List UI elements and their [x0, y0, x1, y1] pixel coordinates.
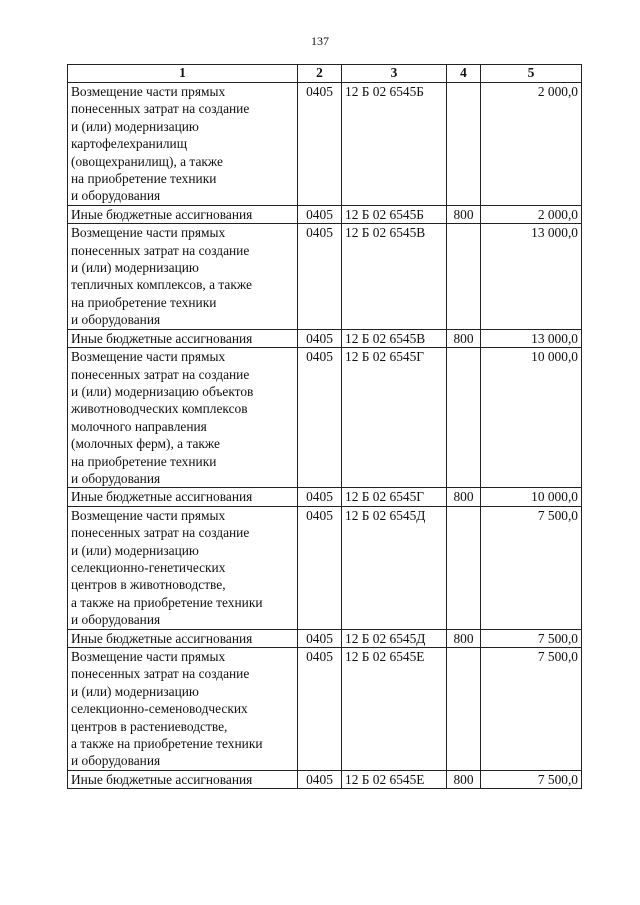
table-header	[68, 65, 582, 83]
table-body	[68, 83, 582, 789]
row-amount: 7 500,0	[481, 648, 582, 771]
row-name-line: понесенных затрат на создание	[71, 525, 250, 541]
row-name-line: Возмещение части прямых	[71, 349, 226, 365]
row-name-line: и (или) модернизацию	[71, 118, 199, 134]
row-amount: 7 500,0	[481, 506, 582, 629]
table-row	[68, 488, 582, 506]
row-section-code: 0405	[298, 648, 342, 771]
row-target-article: 12 Б 02 6545Е	[342, 770, 447, 788]
page-number: 137	[311, 34, 329, 48]
header-col-5: 5	[481, 65, 582, 83]
row-name-line: центров в животноводстве,	[71, 577, 226, 593]
table-row	[68, 348, 582, 488]
row-name-line: Иные бюджетные ассигнования	[71, 771, 253, 787]
row-name-line: молочного направления	[71, 418, 207, 434]
table-row	[68, 770, 582, 788]
row-expense-type: 800	[447, 488, 481, 506]
row-name-line: тепличных комплексов, а также	[71, 277, 252, 293]
row-name-line: понесенных затрат на создание	[71, 242, 250, 258]
row-expense-type: 800	[447, 329, 481, 347]
row-section-code: 0405	[298, 224, 342, 329]
row-name-line: и (или) модернизацию	[71, 542, 199, 558]
row-expense-type: 800	[447, 770, 481, 788]
row-name-line: Иные бюджетные ассигнования	[71, 206, 253, 222]
table-row	[68, 629, 582, 647]
row-expense-type	[447, 83, 481, 206]
row-amount: 2 000,0	[481, 83, 582, 206]
row-name-line: селекционно-генетических	[71, 559, 226, 575]
row-target-article: 12 Б 02 6545Д	[342, 629, 447, 647]
row-name	[68, 329, 298, 347]
row-name-line: и оборудования	[71, 312, 161, 328]
row-section-code: 0405	[298, 770, 342, 788]
row-name	[68, 648, 298, 771]
budget-table	[67, 64, 582, 789]
row-expense-type	[447, 224, 481, 329]
table-row	[68, 329, 582, 347]
row-target-article: 12 Б 02 6545В	[342, 224, 447, 329]
row-amount: 10 000,0	[481, 348, 582, 488]
row-name-line: на приобретение техники	[71, 294, 217, 310]
row-name-line: и оборудования	[71, 470, 161, 486]
header-col-2: 2	[298, 65, 342, 83]
row-name	[68, 224, 298, 329]
row-name	[68, 348, 298, 488]
row-name	[68, 488, 298, 506]
row-name-line: Иные бюджетные ассигнования	[71, 489, 253, 505]
row-name-line: Возмещение части прямых	[71, 649, 226, 664]
row-name-line: и оборудования	[71, 753, 161, 769]
row-expense-type: 800	[447, 629, 481, 647]
row-name-line: и оборудования	[71, 612, 161, 628]
row-name-line: Иные бюджетные ассигнования	[71, 330, 253, 346]
row-target-article: 12 Б 02 6545В	[342, 329, 447, 347]
row-name	[68, 83, 298, 206]
row-name-line: селекционно-семеноводческих	[71, 701, 248, 717]
row-name-line: (овощехранилищ), а также	[71, 153, 223, 169]
row-name-line: картофелехранилищ	[71, 136, 188, 152]
row-amount: 2 000,0	[481, 205, 582, 223]
row-name-line: понесенных затрат на создание	[71, 101, 250, 117]
row-target-article: 12 Б 02 6545Г	[342, 488, 447, 506]
header-row	[68, 65, 582, 83]
header-col-3: 3	[342, 65, 447, 83]
row-name-line: на приобретение техники	[71, 171, 217, 187]
row-amount: 10 000,0	[481, 488, 582, 506]
row-name-line: и (или) модернизацию объектов	[71, 383, 254, 399]
row-section-code: 0405	[298, 348, 342, 488]
row-amount: 7 500,0	[481, 629, 582, 647]
row-name-line: Возмещение части прямых	[71, 507, 226, 523]
row-name-line: и (или) модернизацию	[71, 260, 199, 276]
row-expense-type	[447, 348, 481, 488]
row-name-line: центров в растениеводстве,	[71, 718, 228, 734]
table-row	[68, 83, 582, 206]
table-row	[68, 648, 582, 771]
row-target-article: 12 Б 02 6545Д	[342, 506, 447, 629]
table-row	[68, 205, 582, 223]
row-section-code: 0405	[298, 205, 342, 223]
row-amount: 13 000,0	[481, 329, 582, 347]
row-name-line: и (или) модернизацию	[71, 683, 199, 699]
header-col-4: 4	[447, 65, 481, 83]
row-target-article: 12 Б 02 6545Б	[342, 83, 447, 206]
row-name-line: животноводческих комплексов	[71, 401, 248, 417]
row-target-article: 12 Б 02 6545Е	[342, 648, 447, 771]
row-name-line: на приобретение техники	[71, 453, 217, 469]
row-name-line: Возмещение части прямых	[71, 84, 226, 99]
row-target-article: 12 Б 02 6545Б	[342, 205, 447, 223]
row-name-line: а также на приобретение техники	[71, 594, 263, 610]
row-expense-type	[447, 506, 481, 629]
row-name-line: понесенных затрат на создание	[71, 366, 250, 382]
row-name	[68, 629, 298, 647]
row-name-line: (молочных ферм), а также	[71, 436, 220, 452]
row-name	[68, 506, 298, 629]
table-row	[68, 506, 582, 629]
row-target-article: 12 Б 02 6545Г	[342, 348, 447, 488]
row-name	[68, 205, 298, 223]
row-section-code: 0405	[298, 83, 342, 206]
row-amount: 7 500,0	[481, 770, 582, 788]
table-row	[68, 224, 582, 329]
row-expense-type: 800	[447, 205, 481, 223]
row-amount: 13 000,0	[481, 224, 582, 329]
row-name-line: понесенных затрат на создание	[71, 666, 250, 682]
row-section-code: 0405	[298, 506, 342, 629]
row-section-code: 0405	[298, 629, 342, 647]
row-name-line: и оборудования	[71, 188, 161, 204]
row-expense-type	[447, 648, 481, 771]
row-section-code: 0405	[298, 329, 342, 347]
row-name-line: Иные бюджетные ассигнования	[71, 630, 253, 646]
row-section-code: 0405	[298, 488, 342, 506]
row-name-line: Возмещение части прямых	[71, 225, 226, 241]
row-name-line: а также на приобретение техники	[71, 736, 263, 752]
header-col-1: 1	[68, 65, 298, 83]
row-name	[68, 770, 298, 788]
